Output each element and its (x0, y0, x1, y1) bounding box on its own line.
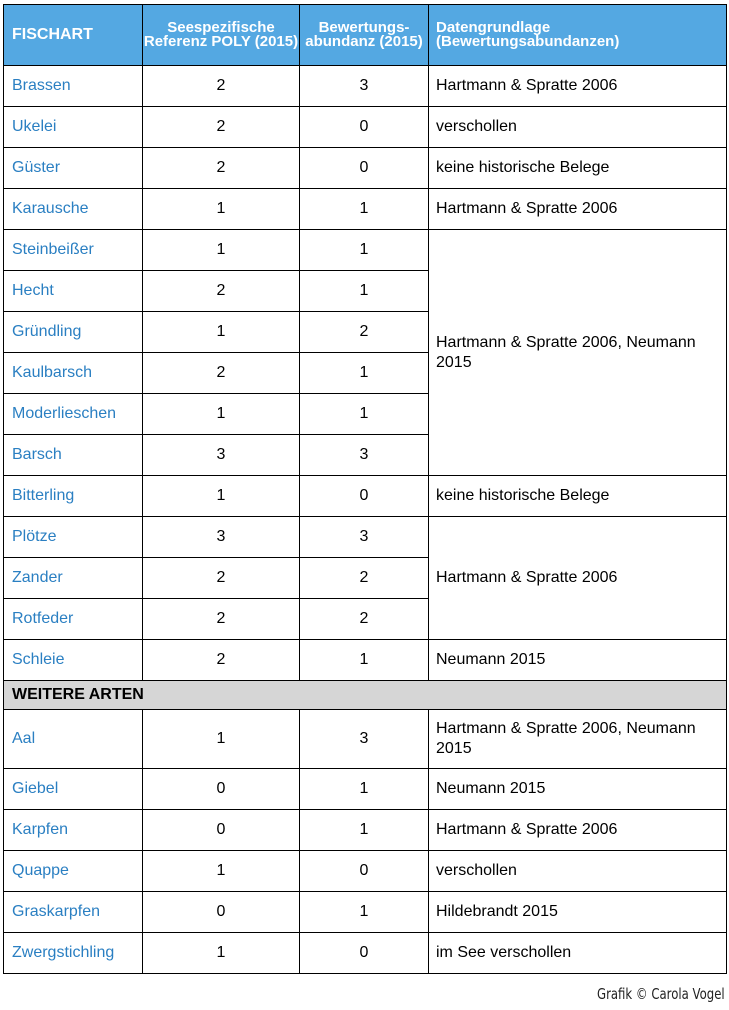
fish-name: Quappe (4, 851, 143, 892)
fish-name: Aal (4, 710, 143, 769)
abundance-value: 1 (300, 810, 429, 851)
fish-name: Moderlieschen (4, 394, 143, 435)
abundance-value: 1 (300, 892, 429, 933)
fish-name: Schleie (4, 640, 143, 681)
fish-name: Kaulbarsch (4, 353, 143, 394)
fish-name: Zwergstichling (4, 933, 143, 974)
abundance-value: 0 (300, 148, 429, 189)
source-cell: Hartmann & Spratte 2006, Neumann 2015 (429, 230, 727, 476)
reference-value: 3 (143, 517, 300, 558)
reference-value: 2 (143, 640, 300, 681)
fish-name: Barsch (4, 435, 143, 476)
reference-value: 2 (143, 271, 300, 312)
source-cell: verschollen (429, 107, 727, 148)
reference-value: 1 (143, 394, 300, 435)
fish-name: Karpfen (4, 810, 143, 851)
table-row (4, 189, 727, 230)
table-row (4, 710, 727, 769)
source-cell: verschollen (429, 851, 727, 892)
fish-name: Güster (4, 148, 143, 189)
fish-name: Steinbeißer (4, 230, 143, 271)
table-row (4, 107, 727, 148)
source-cell: Hartmann & Spratte 2006 (429, 66, 727, 107)
reference-value: 2 (143, 599, 300, 640)
abundance-value: 0 (300, 476, 429, 517)
abundance-value: 0 (300, 933, 429, 974)
abundance-value: 1 (300, 230, 429, 271)
abundance-value: 0 (300, 107, 429, 148)
reference-value: 1 (143, 230, 300, 271)
fish-name: Rotfeder (4, 599, 143, 640)
header-reference: Seespezifische Referenz POLY (2015) (143, 5, 300, 66)
table-row (4, 517, 727, 558)
reference-value: 1 (143, 851, 300, 892)
reference-value: 1 (143, 189, 300, 230)
table-row (4, 230, 727, 271)
source-cell: keine historische Belege (429, 148, 727, 189)
abundance-value: 1 (300, 271, 429, 312)
fish-name: Plötze (4, 517, 143, 558)
table-row (4, 640, 727, 681)
fish-name: Karausche (4, 189, 143, 230)
abundance-value: 3 (300, 710, 429, 769)
abundance-value: 3 (300, 66, 429, 107)
abundance-value: 0 (300, 851, 429, 892)
reference-value: 2 (143, 353, 300, 394)
header-source: Datengrundlage (Bewertungsabundanzen) (429, 5, 727, 66)
fish-name: Graskarpfen (4, 892, 143, 933)
reference-value: 2 (143, 558, 300, 599)
source-cell: Neumann 2015 (429, 769, 727, 810)
table-header (4, 5, 727, 66)
section-row (4, 681, 727, 710)
table-row (4, 476, 727, 517)
reference-value: 3 (143, 435, 300, 476)
reference-value: 2 (143, 66, 300, 107)
table-row (4, 66, 727, 107)
reference-value: 1 (143, 312, 300, 353)
source-cell: Hildebrandt 2015 (429, 892, 727, 933)
abundance-value: 3 (300, 517, 429, 558)
header-abundance: Bewertungs-abundanz (2015) (300, 5, 429, 66)
reference-value: 0 (143, 810, 300, 851)
table-row (4, 769, 727, 810)
source-cell: keine historische Belege (429, 476, 727, 517)
reference-value: 0 (143, 769, 300, 810)
source-cell: im See verschollen (429, 933, 727, 974)
section-title: WEITERE ARTEN (4, 681, 727, 710)
abundance-value: 1 (300, 189, 429, 230)
source-cell: Hartmann & Spratte 2006, Neumann 2015 (429, 710, 727, 769)
reference-value: 1 (143, 710, 300, 769)
fish-name: Zander (4, 558, 143, 599)
abundance-value: 1 (300, 394, 429, 435)
fish-name: Hecht (4, 271, 143, 312)
abundance-value: 1 (300, 353, 429, 394)
table-row (4, 810, 727, 851)
reference-value: 1 (143, 933, 300, 974)
fish-name: Giebel (4, 769, 143, 810)
fish-table (3, 4, 727, 974)
source-cell: Neumann 2015 (429, 640, 727, 681)
table-row (4, 851, 727, 892)
fish-name: Bitterling (4, 476, 143, 517)
reference-value: 0 (143, 892, 300, 933)
reference-value: 2 (143, 107, 300, 148)
abundance-value: 2 (300, 558, 429, 599)
source-cell: Hartmann & Spratte 2006 (429, 517, 727, 640)
image-credit: Grafik © Carola Vogel (597, 985, 725, 1003)
abundance-value: 3 (300, 435, 429, 476)
fish-name: Gründling (4, 312, 143, 353)
table-row (4, 148, 727, 189)
fish-name: Brassen (4, 66, 143, 107)
abundance-value: 1 (300, 640, 429, 681)
fish-name: Ukelei (4, 107, 143, 148)
reference-value: 2 (143, 148, 300, 189)
abundance-value: 1 (300, 769, 429, 810)
header-fish: FISCHART (4, 5, 143, 66)
abundance-value: 2 (300, 599, 429, 640)
abundance-value: 2 (300, 312, 429, 353)
table-row (4, 892, 727, 933)
source-cell: Hartmann & Spratte 2006 (429, 189, 727, 230)
table-row (4, 933, 727, 974)
source-cell: Hartmann & Spratte 2006 (429, 810, 727, 851)
reference-value: 1 (143, 476, 300, 517)
